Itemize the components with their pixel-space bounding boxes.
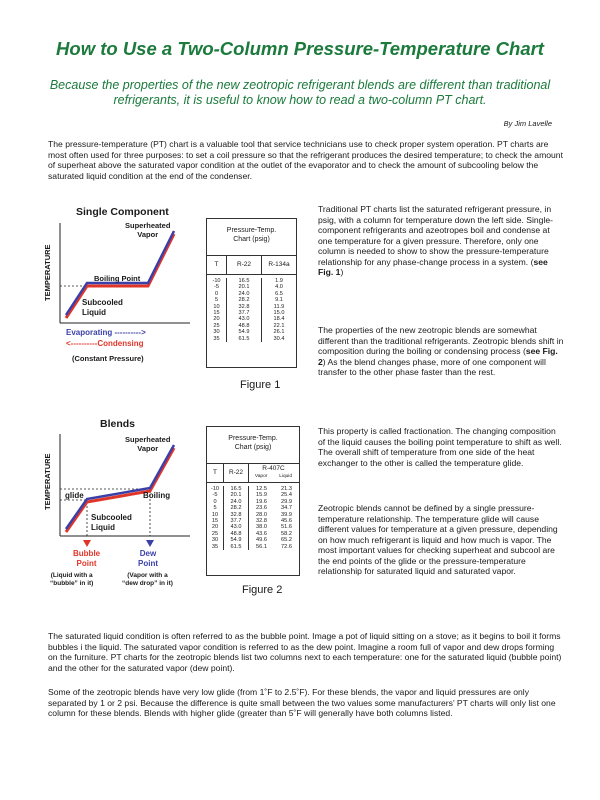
table-cell-r22: 32.8 <box>230 511 242 518</box>
column-t <box>207 278 226 342</box>
table-title-line-1: Pressure-Temp. <box>228 435 278 442</box>
table-cell-r22: 48.8 <box>230 530 242 537</box>
figure-2-dew-point-label <box>138 549 158 568</box>
paragraph-2-text: The properties of the new zeotropic blends are somewhat different than the traditional refrigerants. Zeotropic blends shift in composition during the boiling or condensing process ( <box>318 325 564 356</box>
table-cell-r407c-liquid: 21.3 <box>281 486 292 492</box>
table-cell-r22: 61.5 <box>230 543 242 550</box>
table-cell-temperature: 30 <box>211 537 219 544</box>
table-cell-r134a: 1.9 <box>275 278 283 284</box>
table-cell-r134a: 18.4 <box>273 316 285 323</box>
table-cell-r22: 28.2 <box>238 297 250 304</box>
header-vapor: Vapor <box>254 474 268 479</box>
paragraph-2 <box>318 325 564 378</box>
table-cell-r22: 54.9 <box>230 537 242 544</box>
header-t: T <box>213 468 217 476</box>
table-cell-r407c-liquid: 25.4 <box>281 492 292 499</box>
figure-2-boiling-label: Boiling <box>143 491 171 500</box>
table-cell-r407c-liquid: 34.7 <box>281 505 292 512</box>
header-r407c-sub <box>249 473 298 480</box>
table-cell-temperature: 0 <box>214 290 219 297</box>
bubble-note-line-1: (Liquid with a <box>50 572 93 579</box>
table-cell-temperature: 20 <box>213 316 220 323</box>
figure-1-caption: Figure 1 <box>240 379 281 391</box>
paragraph-1-end: ) <box>340 267 344 277</box>
header-r407c: R-407C <box>262 465 285 472</box>
superheated-line-1: Superheated <box>125 435 171 444</box>
figure-2-superheated-label <box>125 436 170 453</box>
table-cell-r22: 43.0 <box>230 524 242 531</box>
subcooled-line-2: Liquid <box>82 307 106 317</box>
superheated-line-1: Superheated <box>125 221 171 230</box>
figure-1-boiling-label: Boiling Point <box>94 274 141 283</box>
table-cell-r134a: 15.0 <box>273 310 285 317</box>
table-cell-r407c-vapor: 23.6 <box>256 505 267 512</box>
header-r407c-group <box>248 464 298 482</box>
table-cell-r407c-liquid: 39.9 <box>281 511 292 518</box>
table-cell-temperature: 30 <box>213 329 220 336</box>
table-title-line-2: Chart (psig) <box>233 235 270 243</box>
figure-1-diagram <box>40 205 200 390</box>
table-cell-r22: 24.0 <box>230 498 242 505</box>
table-cell-r22: 16.5 <box>238 278 250 284</box>
figure-2-subcooled-label <box>91 513 132 532</box>
header-r22: R-22 <box>226 256 261 274</box>
table-title-line-1: Pressure-Temp. <box>226 227 277 234</box>
subcooled-line-1: Subcooled <box>82 298 123 307</box>
dew-line-1: Dew <box>139 549 157 558</box>
table-cell-temperature: 25 <box>213 322 220 329</box>
table-cell-r22: 61.5 <box>238 335 250 342</box>
paragraph-1 <box>318 204 562 278</box>
page-subtitle: Because the properties of the new zeotropic refrigerant blends are different than traditional refrigerants, it is useful to know how to read a two-column PT chart. <box>49 78 551 107</box>
table-cell-r407c-vapor: 28.0 <box>256 511 267 518</box>
table-cell-r407c-liquid: 45.6 <box>281 518 292 525</box>
paragraph-2-end: ) As the blend changes phase, more of one component will transfer to the other phase faster than the rest. <box>318 356 546 377</box>
figure-2-bubble-point-label <box>73 549 100 568</box>
paragraph-2-ref: see Fig. 2 <box>318 346 558 367</box>
table-cell-r22: 37.7 <box>230 518 242 525</box>
table-cell-r22: 37.7 <box>238 310 250 317</box>
figure-2-table-title <box>207 427 299 464</box>
table-cell-r407c-vapor: 49.6 <box>256 537 267 544</box>
paragraph-6: Some of the zeotropic blends have very low glide (from 1˚F to 2.5˚F). For these blends, the vapor and liquid pressures are only separated by 1 or 2 psi. Because the difference is quite small between the two values some manufacturers’ PT charts will only list one column for these blends. Blends with higher glide (greater than 5˚F will generally have both columns listed. <box>48 687 556 718</box>
table-cell-r134a: 9.1 <box>275 297 283 304</box>
table-cell-r407c-liquid: 72.6 <box>281 543 292 550</box>
figure-2-graph <box>40 432 200 562</box>
paragraph-1-text: Traditional PT charts list the saturated refrigerant pressure, in psig, with a column for temperature down the left side. Single-component refrigerants and azeotropes boil and condense at one temperature for a given pressure. Therefore, only one column is needed to show to show the pressure-temperature relationship for any phase-change process in a system. ( <box>318 204 554 267</box>
table-cell-r134a: 11.9 <box>273 303 285 310</box>
figure-1-table-header <box>207 256 296 275</box>
figure-2-caption: Figure 2 <box>242 584 283 596</box>
table-cell-r22: 24.0 <box>238 290 250 297</box>
paragraph-1-ref: see Fig. 1 <box>318 256 548 277</box>
header-t: T <box>214 260 219 268</box>
superheated-line-2: Vapor <box>137 443 159 453</box>
figure-1-subcooled-label <box>82 298 123 317</box>
table-cell-temperature: 10 <box>211 511 219 518</box>
intro-paragraph: The pressure-temperature (PT) chart is a valuable tool that service technicians use to check proper system operation. PT charts are most often used for three purposes: to set a coil pressure so that the refrigerant produces the desired temperature; to check the amount of superheat above the saturated vapor condition at the outlet of the evaporator and to check the amount of subcooling below the saturated liquid condition at the end of the condenser. <box>48 139 563 181</box>
figure-1-title: Single Component <box>76 206 169 218</box>
table-cell-r407c-liquid: 51.6 <box>281 524 292 531</box>
figure-1-table-body <box>207 275 296 342</box>
column-vapor <box>248 486 274 550</box>
column-r134a <box>261 278 296 342</box>
subcooled-line-1: Subcooled <box>91 513 132 522</box>
table-cell-r134a: 22.1 <box>273 322 285 329</box>
header-liquid: Liquid <box>279 474 293 479</box>
table-cell-r407c-vapor: 12.5 <box>256 486 267 492</box>
table-cell-r407c-vapor: 43.6 <box>256 530 267 537</box>
table-cell-r22: 48.8 <box>238 322 250 329</box>
table-cell-temperature: 15 <box>213 310 220 317</box>
table-cell-temperature: 20 <box>211 524 219 531</box>
header-r22: R-22 <box>223 464 248 482</box>
superheated-line-2: Vapor <box>137 229 159 239</box>
table-cell-r22: 28.2 <box>230 505 242 512</box>
table-cell-temperature: 5 <box>214 297 219 304</box>
figure-2-dew-note <box>122 572 173 588</box>
table-cell-r134a: 26.1 <box>273 329 285 336</box>
table-cell-r22: 20.1 <box>230 492 242 499</box>
figure-2-bubble-note <box>50 572 93 588</box>
table-cell-r22: 16.5 <box>230 486 242 492</box>
table-cell-r22: 43.0 <box>238 316 250 323</box>
table-cell-temperature: -10 <box>210 486 220 492</box>
figure-1-table <box>206 218 297 368</box>
dew-note-line-1: (Vapor with a <box>127 572 168 579</box>
bubble-line-1: Bubble <box>73 549 101 558</box>
header-r134a: R-134a <box>261 256 296 274</box>
table-cell-r22: 54.9 <box>238 329 250 336</box>
table-cell-r407c-liquid: 29.9 <box>281 498 292 505</box>
byline: By Jim Lavelle <box>503 119 552 128</box>
table-cell-temperature: 0 <box>213 498 217 505</box>
paragraph-5: The saturated liquid condition is often referred to as the bubble point. Image a pot of liquid sitting on a stove; as it begins to boil it forms bubbles i the liquid. The saturated vapor condition is referred to as the dew point. Imagine a room full of vapor and dew drops forming on the furniture. PT charts for the zeotropic blends list two columns next to each temperature: one for the saturated liquid (bubble point) and the other for the saturated vapor (dew point). <box>48 631 562 673</box>
table-cell-temperature: 15 <box>211 518 219 525</box>
figure-2-table-header <box>207 464 299 483</box>
bubble-line-2: Point <box>76 558 97 568</box>
figure-1-evaporating-label: Evaporating ----------> <box>66 328 146 337</box>
table-cell-temperature: 25 <box>211 530 219 537</box>
figure-2-diagram <box>40 418 200 613</box>
table-cell-r407c-vapor: 38.0 <box>256 524 267 531</box>
table-cell-r134a: 6.5 <box>275 290 283 297</box>
figure-1-constant-pressure-label: (Constant Pressure) <box>72 354 144 363</box>
figure-1-y-label: TEMPERATURE <box>43 244 52 301</box>
paragraph-3: This property is called fractionation. The changing composition of the liquid causes the boiling point temperature to shift as well. The overall shift of temperature from one side of the heat exchanger to the other is called the temperature glide. <box>318 426 562 468</box>
figure-2-table-body <box>207 483 299 550</box>
figure-1-superheated-label <box>125 222 170 239</box>
table-cell-temperature: 5 <box>213 505 217 512</box>
figure-1-table-title <box>207 219 296 256</box>
table-cell-r407c-vapor: 56.1 <box>256 543 267 550</box>
bubble-note-line-2: “bubble” in it) <box>50 580 94 587</box>
dew-line-2: Point <box>138 558 158 568</box>
column-liquid <box>274 486 299 550</box>
table-cell-temperature: 35 <box>213 335 220 342</box>
figure-2-title: Blends <box>100 418 136 430</box>
table-cell-r407c-liquid: 58.2 <box>281 530 292 537</box>
table-cell-r407c-vapor: 15.9 <box>256 492 267 499</box>
page-title: How to Use a Two-Column Pressure-Temperature Chart <box>56 38 544 59</box>
subcooled-line-2: Liquid <box>91 522 115 532</box>
figure-2-glide-label: glide <box>65 491 84 500</box>
figure-1-condensing-label: <----------Condensing <box>66 339 144 348</box>
table-cell-r22: 20.1 <box>238 284 250 291</box>
paragraph-4: Zeotropic blends cannot be defined by a single pressure-temperature relationship. The temperature glide will cause different values for temperature at a given pressure, depending on how much refrigerant is liquid and how much is vapor. The most important values for checking superheat and subcool are the end points of the glide or the pressure-temperature relationship for saturated liquid and saturated vapor. <box>318 503 558 576</box>
table-cell-temperature: -5 <box>212 492 218 499</box>
table-cell-r407c-vapor: 32.8 <box>256 518 267 525</box>
column-r22 <box>226 278 261 342</box>
column-r22 <box>223 486 248 550</box>
figure-2-table <box>206 426 300 576</box>
table-cell-r22: 32.8 <box>238 303 250 310</box>
table-cell-temperature: 10 <box>213 303 220 310</box>
table-title-line-2: Chart (psig) <box>234 443 272 451</box>
table-cell-r407c-vapor: 19.6 <box>256 498 267 505</box>
table-cell-temperature: 35 <box>211 543 219 550</box>
table-cell-temperature: -10 <box>212 278 221 284</box>
figure-2-y-label: TEMPERATURE <box>43 453 52 510</box>
table-cell-r134a: 4.0 <box>275 284 283 291</box>
dew-note-line-2: “dew drop” in it) <box>122 580 173 587</box>
table-cell-temperature: -5 <box>214 284 219 291</box>
column-t <box>207 486 223 550</box>
table-cell-r134a: 30.4 <box>273 335 285 342</box>
table-cell-r407c-liquid: 65.2 <box>281 537 292 544</box>
